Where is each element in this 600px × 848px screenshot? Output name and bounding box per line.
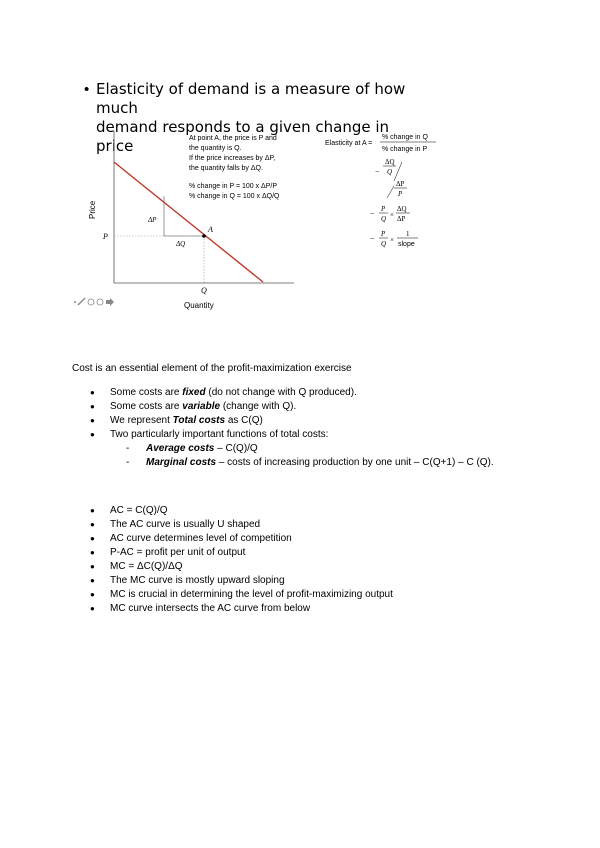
emphasis: fixed xyxy=(182,387,206,398)
note-line: % change in P = 100 x ΔP/P xyxy=(189,183,278,190)
slide-title-line-2: demand responds to a given change in price xyxy=(96,118,390,155)
pointer-icon[interactable] xyxy=(74,301,76,303)
f2-num-den: Q xyxy=(387,168,393,176)
point-a xyxy=(202,234,206,238)
text: Some costs are xyxy=(110,401,183,412)
formula-top-den: % change in P xyxy=(382,146,428,153)
emphasis: Marginal costs xyxy=(146,457,217,468)
elasticity-slide xyxy=(72,76,542,316)
list-item: ● MC curve intersects the AC curve from below xyxy=(72,602,532,616)
f4-minus: − xyxy=(370,234,375,243)
emphasis: Average costs xyxy=(146,443,215,454)
demand-graph xyxy=(72,76,542,316)
slide-bullet: • xyxy=(84,81,90,98)
text: We represent xyxy=(110,415,173,426)
list-item: ● MC = ΔC(Q)/ΔQ xyxy=(72,560,532,574)
note-line: At point A, the price is P and xyxy=(189,135,277,142)
label-delta-q: ΔQ xyxy=(176,240,186,248)
f4-slope: slope xyxy=(398,241,415,248)
list-item: ● The MC curve is mostly upward sloping xyxy=(72,574,532,588)
notes-body xyxy=(72,362,532,616)
list-item: ● AC curve determines level of competition xyxy=(72,532,532,546)
text: Two particularly important functions of total costs: xyxy=(110,429,329,440)
note-line: the quantity is Q. xyxy=(189,145,242,152)
f3-q: Q xyxy=(381,215,387,223)
f3-p: P xyxy=(381,205,386,213)
f3-dq: ΔQ xyxy=(397,205,407,213)
sub-item xyxy=(110,456,532,470)
text: as C(Q) xyxy=(225,415,263,426)
demand-curve xyxy=(114,162,263,282)
list-item: ● P-AC = profit per unit of output xyxy=(72,546,532,560)
zoom-out-icon[interactable] xyxy=(97,299,103,305)
cost-list xyxy=(72,386,532,470)
f4-one: 1 xyxy=(406,230,410,238)
note-line: If the price increases by ΔP, xyxy=(189,155,276,162)
text: (do not change with Q produced). xyxy=(205,387,357,398)
label-a: A xyxy=(208,225,213,234)
f4-times: × xyxy=(390,236,394,244)
axis-x-label: Quantity xyxy=(184,301,214,310)
f2-num-num: ΔQ xyxy=(385,158,395,166)
f2-minus: − xyxy=(375,167,380,176)
f3-dp: ΔP xyxy=(397,215,406,223)
f2-slash-2 xyxy=(387,186,394,198)
f4-p: P xyxy=(381,230,386,238)
axis-y-label: Price xyxy=(88,200,97,219)
f2-den-num: ΔP xyxy=(396,180,405,188)
pen-icon[interactable] xyxy=(78,298,85,305)
sub-list xyxy=(110,442,532,470)
list-item xyxy=(72,428,532,470)
ac-mc-list xyxy=(72,504,532,616)
intro-text: Cost is an essential element of the profit-maximization exercise xyxy=(72,363,352,374)
list-item: ● AC = C(Q)/Q xyxy=(72,504,532,518)
next-arrow-icon[interactable] xyxy=(106,298,114,306)
note-line: the quantity falls by ΔQ. xyxy=(189,165,263,172)
f3-minus: − xyxy=(370,209,375,218)
text: – costs of increasing production by one unit – C(Q+1) – C (Q). xyxy=(216,457,494,468)
slide-title-line-1: Elasticity of demand is a measure of how much xyxy=(96,80,406,117)
text: – C(Q)/Q xyxy=(214,443,258,454)
list-item xyxy=(72,386,532,400)
zoom-in-icon[interactable] xyxy=(88,299,94,305)
emphasis: variable xyxy=(182,401,221,412)
sub-item xyxy=(110,442,532,456)
label-p: P xyxy=(103,232,108,241)
emphasis: Total costs xyxy=(172,415,226,426)
note-block xyxy=(189,135,280,200)
list-item xyxy=(72,400,532,414)
text: (change with Q). xyxy=(220,401,297,412)
f4-q: Q xyxy=(381,240,387,248)
label-q: Q xyxy=(201,286,207,295)
list-item xyxy=(72,414,532,428)
label-delta-p: ΔP xyxy=(148,216,157,224)
text: Some costs are xyxy=(110,387,183,398)
list-item: ● The AC curve is usually U shaped xyxy=(72,518,532,532)
formula-lhs: Elasticity at A = xyxy=(325,140,373,147)
list-item: ● MC is crucial in determining the level of profit-maximizing output xyxy=(72,588,532,602)
f2-den-den: P xyxy=(398,190,403,198)
slide-toolbar[interactable] xyxy=(74,298,114,306)
f2-slash xyxy=(394,162,402,181)
note-line: % change in Q = 100 x ΔQ/Q xyxy=(189,193,280,200)
f3-times: × xyxy=(390,211,394,219)
elasticity-formula xyxy=(325,134,436,248)
formula-top-num: % change in Q xyxy=(382,134,428,141)
